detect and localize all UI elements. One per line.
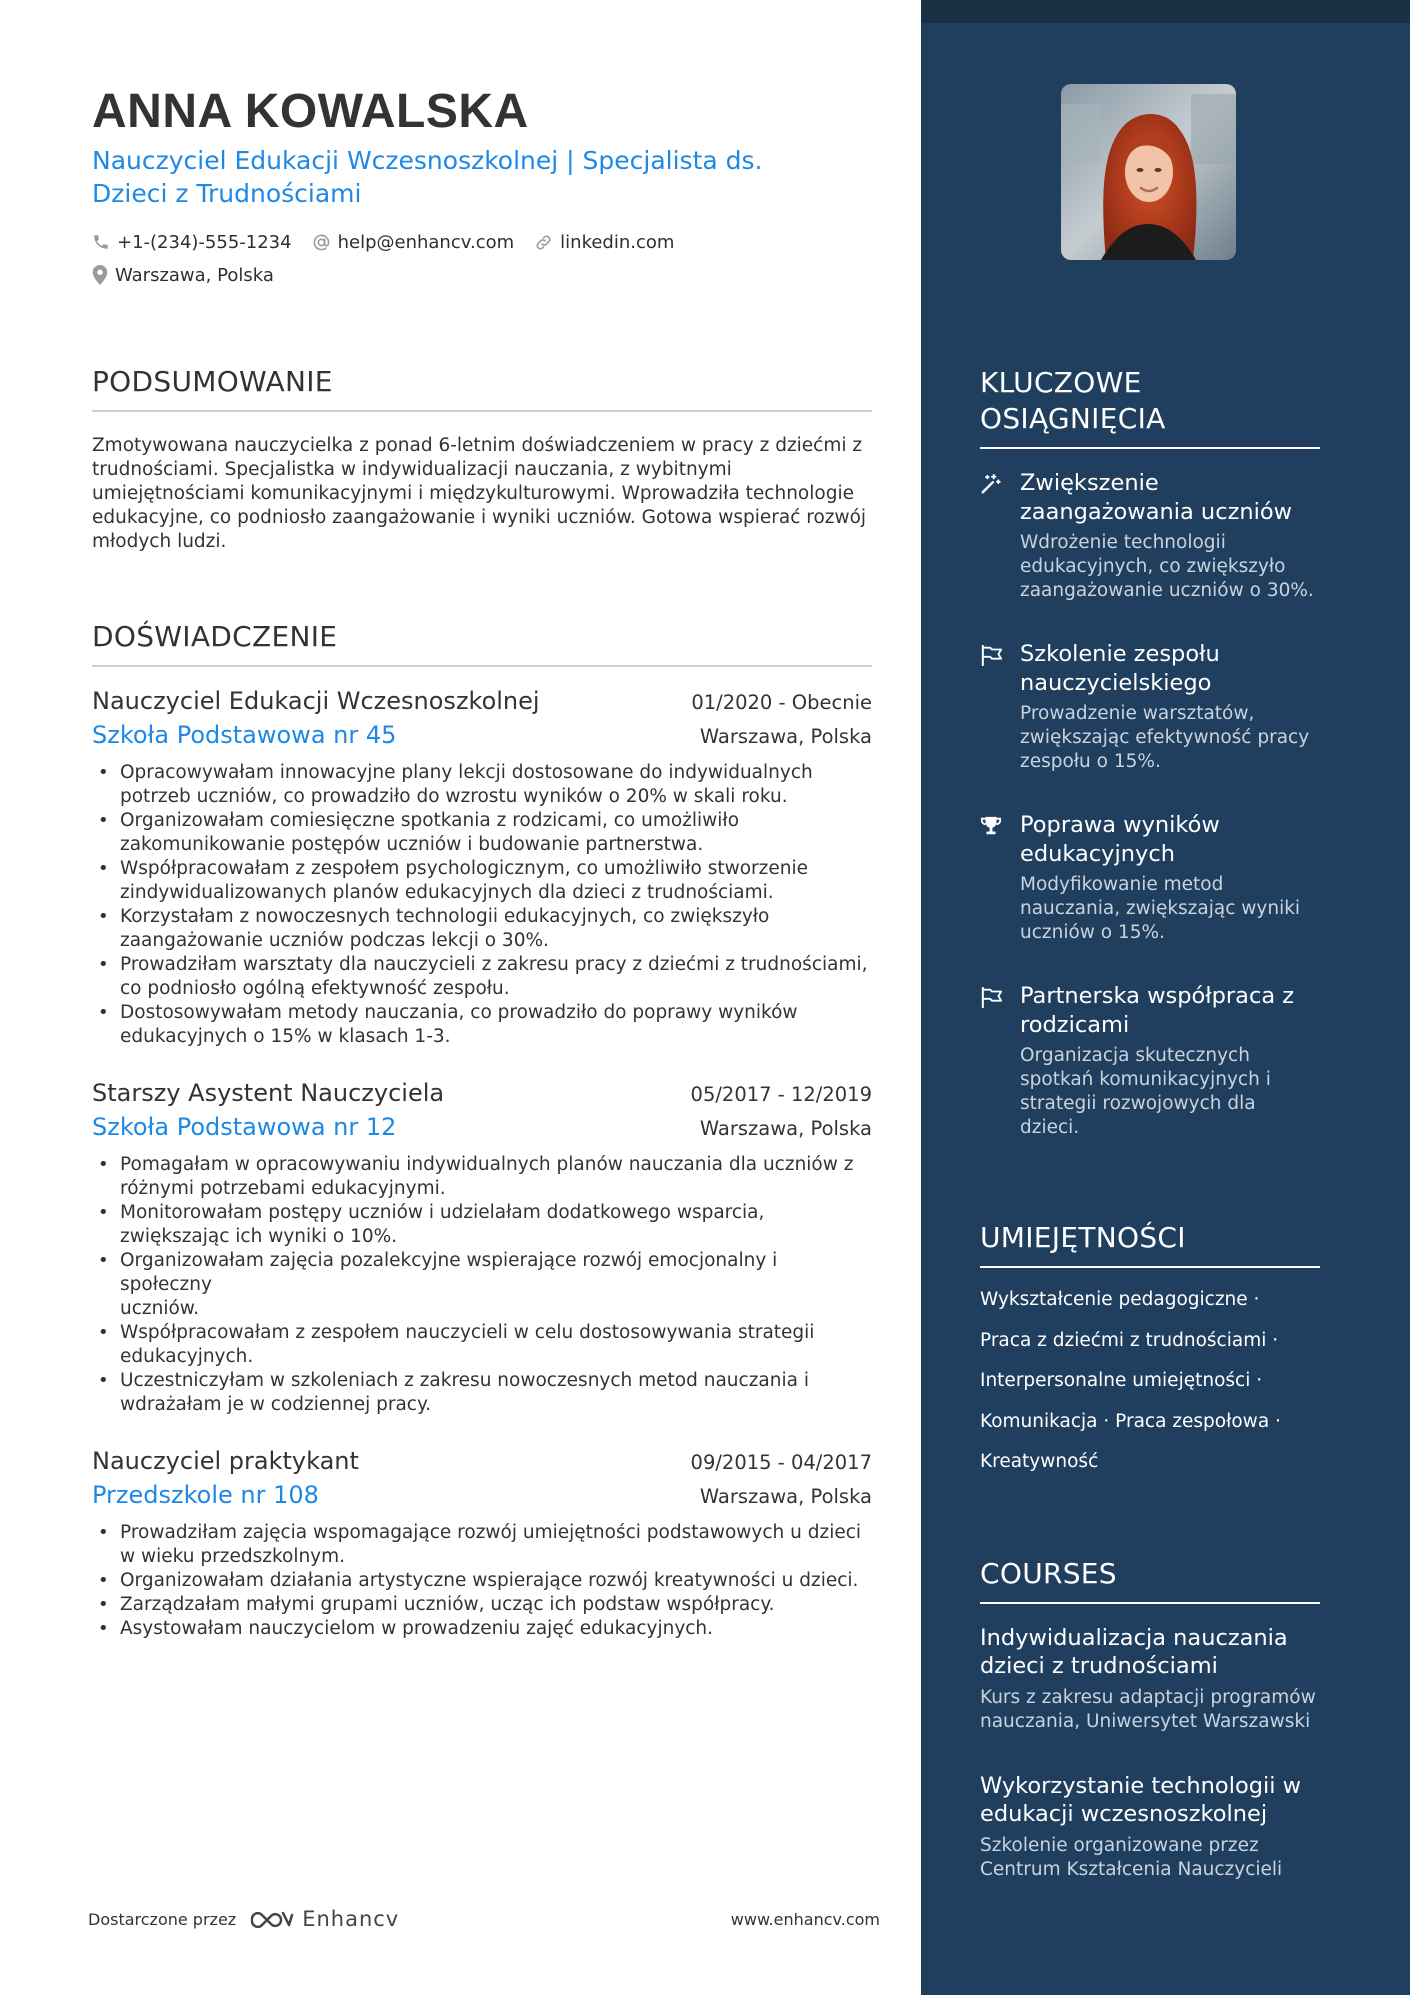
job-bullets <box>92 1153 872 1417</box>
achievement-title: Szkolenie zespołu nauczycielskiego <box>1020 641 1220 696</box>
job-location: Warszawa, Polska <box>699 1485 872 1508</box>
bullet-item: • Uczestniczyłam w szkoleniach z zakresu nowoczesnych metod nauczania i wdrażałam je w codziennej pracy. <box>92 1369 872 1417</box>
skill-item: Praca z dziećmi z trudnościami · <box>980 1329 1279 1351</box>
job-location: Warszawa, Polska <box>699 725 872 748</box>
phone-icon <box>92 233 110 251</box>
website-link[interactable]: www.enhancv.com <box>730 1909 880 1929</box>
experience-heading: DOŚWIADCZENIE <box>92 620 338 653</box>
email-address: help@enhancv.com <box>337 231 515 253</box>
bullet-item: • Współpracowałam z zespołem nauczycieli w celu dostosowywania strategii edukacyjnych. <box>92 1321 872 1369</box>
summary-text <box>92 434 872 554</box>
course-title: Indywidualizacja nauczania dzieci z trudnościami <box>980 1625 1288 1679</box>
skills-section <box>980 1220 1320 1491</box>
job-title: Nauczyciel Edukacji Wczesnoszkolnej <box>92 687 540 715</box>
sidebar <box>921 0 1410 1995</box>
summary-heading: PODSUMOWANIE <box>92 365 333 398</box>
achievement-title: Poprawa wyników edukacyjnych <box>1020 812 1220 867</box>
skills-list <box>980 1288 1320 1491</box>
linkedin-url: linkedin.com <box>560 231 675 253</box>
company-name[interactable]: Przedszkole nr 108 <box>92 1481 319 1509</box>
job-dates: 09/2015 - 04/2017 <box>690 1451 872 1474</box>
bullet-item: • Dostosowywałam metody nauczania, co prowadziło do poprawy wyników edukacyjnych o 15% w klasach 1-3. <box>92 1001 872 1049</box>
achievement-title: Zwiększenie zaangażowania uczniów <box>1020 470 1293 525</box>
summary-line: umiejętnościami komunikacyjnymi i międzykulturowymi. Wprowadziła technologie <box>92 483 854 504</box>
achievement-item <box>980 982 1320 1140</box>
email-contact[interactable] <box>312 232 515 253</box>
bullet-item: • Pomagałam w opracowywaniu indywidualnych planów nauczania dla uczniów z różnymi potrzebami edukacyjnymi. <box>92 1153 872 1201</box>
achievement-description: Modyfikowanie metod nauczania, zwiększając wyniki uczniów o 15%. <box>1020 874 1301 943</box>
flag-icon <box>980 644 1004 666</box>
courses-section <box>980 1556 1320 1882</box>
bullet-item: • Prowadziłam zajęcia wspomagające rozwój umiejętności podstawowych u dzieci w wieku przedszkolnym. <box>92 1521 872 1569</box>
page-footer <box>88 1902 880 1936</box>
bullet-item: • Monitorowałam postępy uczniów i udzielałam dodatkowego wsparcia, zwiększając ich wyniki o 10%. <box>92 1201 872 1249</box>
location-contact <box>92 265 274 286</box>
contact-info <box>92 228 872 294</box>
company-name[interactable]: Szkoła Podstawowa nr 12 <box>92 1113 397 1141</box>
summary-line: edukacyjne, co podniosło zaangażowanie i wyniki uczniów. Gotowa wspierać rozwój <box>92 507 867 528</box>
job-entry <box>92 1079 872 1417</box>
skill-item: Wykształcenie pedagogiczne · <box>980 1289 1260 1310</box>
course-title: Wykorzystanie technologii w edukacji wczesnoszkolnej <box>980 1773 1302 1827</box>
powered-by-label: Dostarczone przez <box>88 1909 237 1929</box>
section-divider <box>980 1602 1320 1604</box>
summary-line: trudnościami. Specjalistka w indywidualizacji nauczania, z wybitnymi <box>92 459 732 480</box>
achievements-section <box>980 365 1320 1140</box>
location-pin-icon <box>92 265 108 285</box>
achievement-title: Partnerska współpraca z rodzicami <box>1020 983 1295 1038</box>
skill-item: Interpersonalne umiejętności · <box>980 1370 1263 1391</box>
powered-by <box>88 1907 399 1931</box>
achievement-description: Prowadzenie warsztatów, zwiększając efektywność pracy zespołu o 15%. <box>1020 703 1310 772</box>
achievements-heading: KLUCZOWE OSIĄGNIĘCIA <box>980 366 1166 435</box>
bullet-item: • Opracowywałam innowacyjne plany lekcji dostosowane do indywidualnych potrzeb uczniów, co prowadziło do wzrostu wyników o 20% w skali roku. <box>92 761 872 809</box>
section-divider <box>980 447 1320 449</box>
course-description: Kurs z zakresu adaptacji programów nauczania, Uniwersytet Warszawski <box>980 1687 1316 1732</box>
summary-line: młodych ludzi. <box>92 531 227 552</box>
at-icon <box>312 233 331 252</box>
bullet-item: • Współpracowałam z zespołem psychologicznym, co umożliwiło stworzenie zindywidualizowanych planów edukacyjnych dla dzieci z trudnościami. <box>92 857 872 905</box>
job-entry <box>92 1447 872 1641</box>
job-bullets <box>92 761 872 1049</box>
company-name[interactable]: Szkoła Podstawowa nr 45 <box>92 721 397 749</box>
profile-photo <box>1061 84 1236 260</box>
section-divider <box>980 1266 1320 1268</box>
location-text: Warszawa, Polska <box>115 264 274 286</box>
achievement-description: Organizacja skutecznych spotkań komunikacyjnych i strategii rozwojowych dla dzieci. <box>1020 1045 1271 1138</box>
link-icon <box>534 233 553 252</box>
skills-heading: UMIEJĘTNOŚCI <box>980 1221 1186 1254</box>
magic-wand-icon <box>980 473 1002 495</box>
job-entry <box>92 687 872 1049</box>
course-item <box>980 1772 1320 1882</box>
summary-line: Zmotywowana nauczycielka z ponad 6-letnim doświadczeniem w pracy z dziećmi z <box>92 435 863 456</box>
course-item <box>980 1624 1320 1734</box>
profile-photo-image <box>1061 84 1236 260</box>
job-title: Starszy Asystent Nauczyciela <box>92 1079 445 1107</box>
skill-item: Komunikacja · Praca zespołowa · <box>980 1410 1281 1432</box>
linkedin-contact[interactable] <box>534 232 674 253</box>
bullet-item: • Korzystałam z nowoczesnych technologii edukacyjnych, co zwiększyło zaangażowanie uczniów podczas lekcji o 30%. <box>92 905 872 953</box>
courses-heading: COURSES <box>980 1557 1117 1590</box>
bullet-item: • Organizowałam zajęcia pozalekcyjne wspierające rozwój emocjonalny i społeczny uczniów. <box>92 1249 872 1321</box>
trophy-icon <box>980 815 1002 837</box>
candidate-name: ANNA KOWALSKA <box>92 85 529 138</box>
enhancv-brand[interactable] <box>248 1907 399 1931</box>
headline-line: Nauczyciel Edukacji Wczesnoszkolnej | Specjalista ds. <box>92 146 763 175</box>
experience-section <box>92 620 872 1641</box>
brand-name: Enhancv <box>302 1907 400 1931</box>
bullet-item: • Prowadziłam warsztaty dla nauczycieli z zakresu pracy z dziećmi z trudnościami, co podniosło ogólną efektywność zespołu. <box>92 953 872 1001</box>
headline-line: Dzieci z Trudnościami <box>92 179 362 208</box>
summary-section <box>92 365 872 554</box>
achievement-item <box>980 469 1320 603</box>
candidate-headline <box>92 144 832 210</box>
phone-number: +1-(234)-555-1234 <box>117 231 292 253</box>
achievement-description: Wdrożenie technologii edukacyjnych, co zwiększyło zaangażowanie uczniów o 30%. <box>1020 532 1314 601</box>
job-title: Nauczyciel praktykant <box>92 1447 359 1475</box>
flag-icon <box>980 986 1004 1008</box>
bullet-item: • Organizowałam comiesięczne spotkania z rodzicami, co umożliwiło zakomunikowanie postępów uczniów i budowanie partnerstwa. <box>92 809 872 857</box>
bullet-item: • Organizowałam działania artystyczne wspierające rozwój kreatywności u dzieci. <box>92 1569 872 1593</box>
sidebar-top-band <box>921 0 1410 23</box>
skill-item: Kreatywność <box>980 1451 1099 1472</box>
job-location: Warszawa, Polska <box>699 1117 872 1140</box>
job-bullets <box>92 1521 872 1641</box>
achievement-item <box>980 640 1320 774</box>
section-divider <box>92 665 872 667</box>
job-dates: 05/2017 - 12/2019 <box>690 1083 872 1106</box>
enhancv-logo-icon <box>248 1907 294 1931</box>
bullet-item: • Zarządzałam małymi grupami uczniów, ucząc ich podstaw współpracy. <box>92 1593 872 1617</box>
phone-contact[interactable] <box>92 232 292 253</box>
bullet-item: • Asystowałam nauczycielom w prowadzeniu zajęć edukacyjnych. <box>92 1617 872 1641</box>
job-dates: 01/2020 - Obecnie <box>691 691 872 714</box>
achievement-item <box>980 811 1320 945</box>
section-divider <box>92 410 872 412</box>
course-description: Szkolenie organizowane przez Centrum Kształcenia Nauczycieli <box>980 1835 1283 1880</box>
